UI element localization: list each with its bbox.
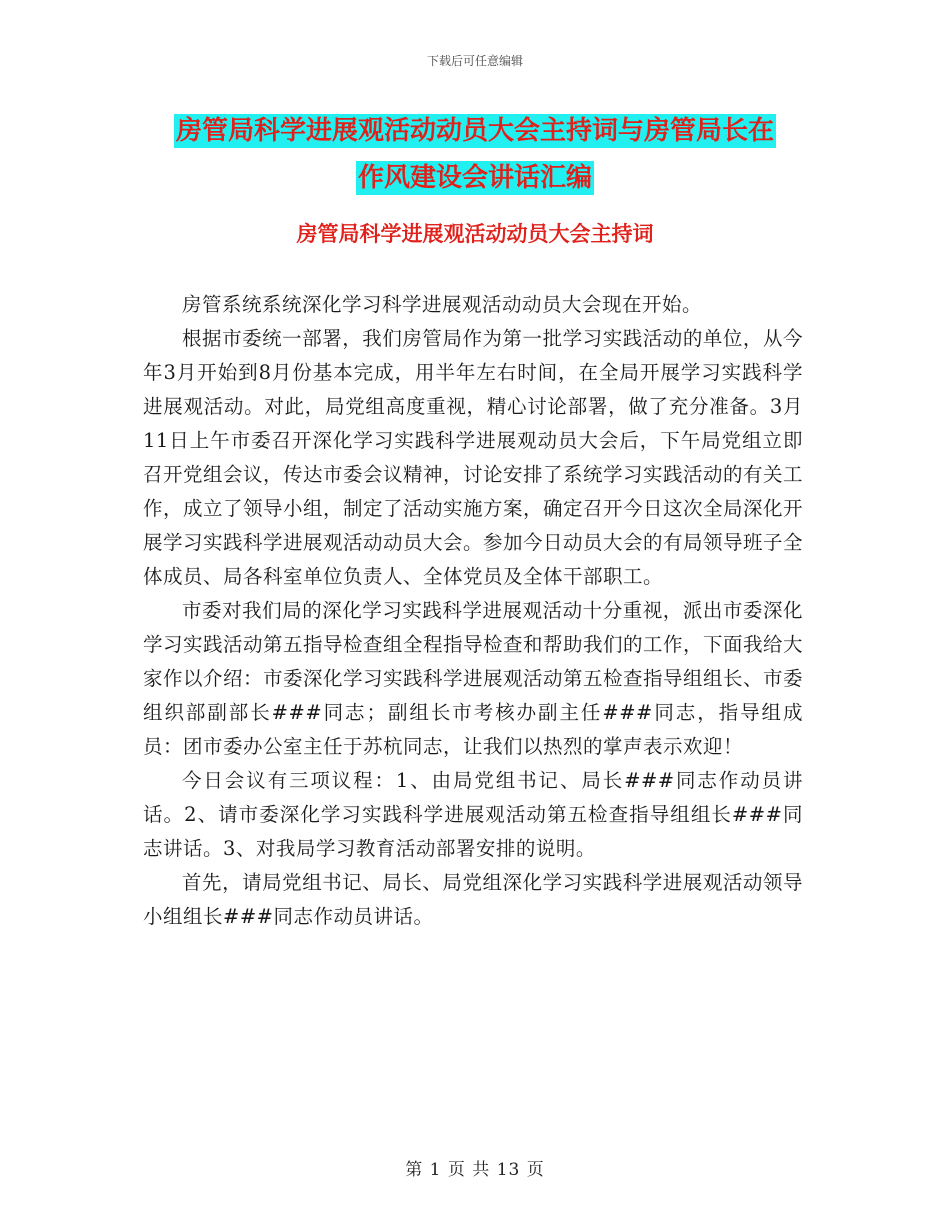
page-footer: 第 1 页 共 13 页 [405, 1160, 545, 1180]
document-title-line-1: 房管局科学进展观活动动员大会主持词与房管局长在 [175, 116, 774, 146]
header-note: 下载后可任意编辑 [426, 54, 523, 68]
paragraph: 今日会议有三项议程：1、由局党组书记、局长###同志作动员讲话。2、请市委深化学习实践科学进展观活动第五检查指导组组长###同志讲话。3、对我局学习教育活动部署安排的说明。 [143, 769, 803, 860]
document-title [150, 108, 800, 202]
paragraph: 市委对我们局的深化学习实践科学进展观活动十分重视，派出市委深化学习实践活动第五指导检查组全程指导检查和帮助我们的工作，下面我给大家作以介绍：市委深化学习实践科学进展观活动第五检查指导组组长、市委组织部副部长###同志；副组长市考核办副主任###同志，指导组成员：团市委办公室主任于苏杭同志，让我们以热烈的掌声表示欢迎！ [143, 599, 804, 758]
paragraph: 首先，请局党组书记、局长、局党组深化学习实践科学进展观活动领导小组组长###同志作动员讲话。 [143, 871, 803, 928]
section-title: 房管局科学进展观活动动员大会主持词 [296, 222, 654, 246]
document-title-line-2: 作风建设会讲话汇编 [357, 163, 592, 193]
paragraph: 根据市委统一部署，我们房管局作为第一批学习实践活动的单位，从今年3月开始到8月份基本完成，用半年左右时间，在全局开展学习实践科学进展观活动。对此，局党组高度重视，精心讨论部署，做了充分准备。3月11日上午市委召开深化学习实践科学进展观动员大会后，下午局党组立即召开党组会议，传达市委会议精神，讨论安排了系统学习实践活动的有关工作，成立了领导小组，制定了活动实施方案，确定召开今日这次全局深化开展学习实践科学进展观活动动员大会。参加今日动员大会的有局领导班子全体成员、局各科室单位负责人、全体党员及全体干部职工。 [143, 327, 804, 588]
paragraph: 房管系统系统深化学习科学进展观活动动员大会现在开始。 [182, 293, 703, 316]
body-text [143, 288, 803, 934]
